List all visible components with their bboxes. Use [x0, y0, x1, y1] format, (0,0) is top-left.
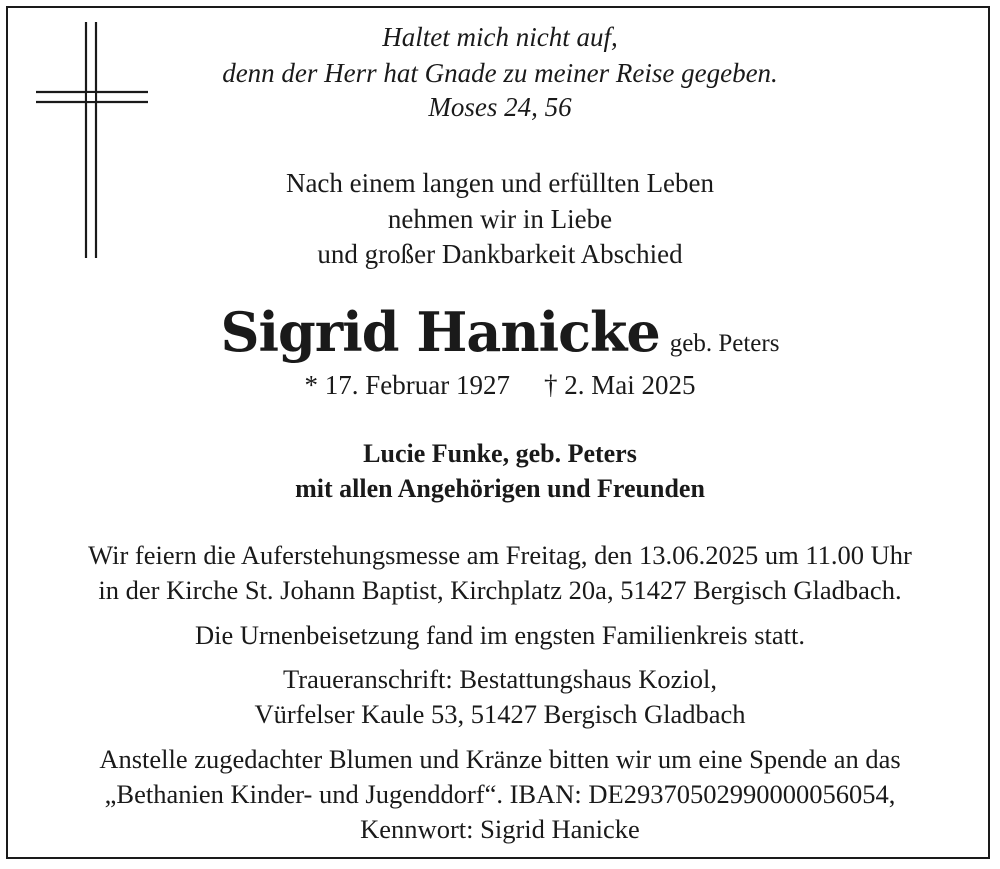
mourners-line-2: mit allen Angehörigen und Freunden — [295, 474, 705, 503]
motto-line-1: Haltet mich nicht auf, — [382, 22, 618, 52]
notice-border — [6, 6, 990, 859]
address-line-2: Vürfelser Kaule 53, 51427 Bergisch Gladbach — [254, 699, 746, 729]
service-line-1: Wir feiern die Auferstehungsmesse am Freitag, den 13.06.2025 um 11.00 Uhr — [88, 540, 912, 570]
mourners-line-1: Lucie Funke, geb. Peters — [363, 439, 637, 468]
birth-date: * 17. Februar 1927 — [304, 370, 510, 400]
death-date: † 2. Mai 2025 — [543, 370, 696, 400]
maiden-name: geb. Peters — [669, 330, 780, 357]
life-dates — [0, 370, 1000, 401]
deceased-name: Sigrid Hanicke — [220, 300, 660, 364]
address-line-1: Traueranschrift: Bestattungshaus Koziol, — [283, 664, 717, 694]
donation-line-3: Kennwort: Sigrid Hanicke — [360, 814, 640, 844]
motto-line-2: denn der Herr hat Gnade zu meiner Reise gegeben. — [222, 58, 778, 88]
donation-line-2: „Bethanien Kinder- und Jugenddorf“. IBAN: DE29370502990000056054, — [104, 779, 896, 809]
intro-line-3: und großer Dankbarkeit Abschied — [317, 239, 683, 269]
deceased-name-row — [0, 300, 1000, 364]
intro-line-2: nehmen wir in Liebe — [387, 204, 613, 234]
motto-source: Moses 24, 56 — [428, 92, 572, 122]
donation-line-1: Anstelle zugedachter Blumen und Kränze bitten wir um eine Spende an das — [99, 744, 901, 774]
service-line-2: in der Kirche St. Johann Baptist, Kirchplatz 20a, 51427 Bergisch Gladbach. — [98, 575, 902, 605]
urn-notice: Die Urnenbeisetzung fand im engsten Familienkreis statt. — [194, 620, 806, 650]
intro-line-1: Nach einem langen und erfüllten Leben — [285, 168, 715, 198]
